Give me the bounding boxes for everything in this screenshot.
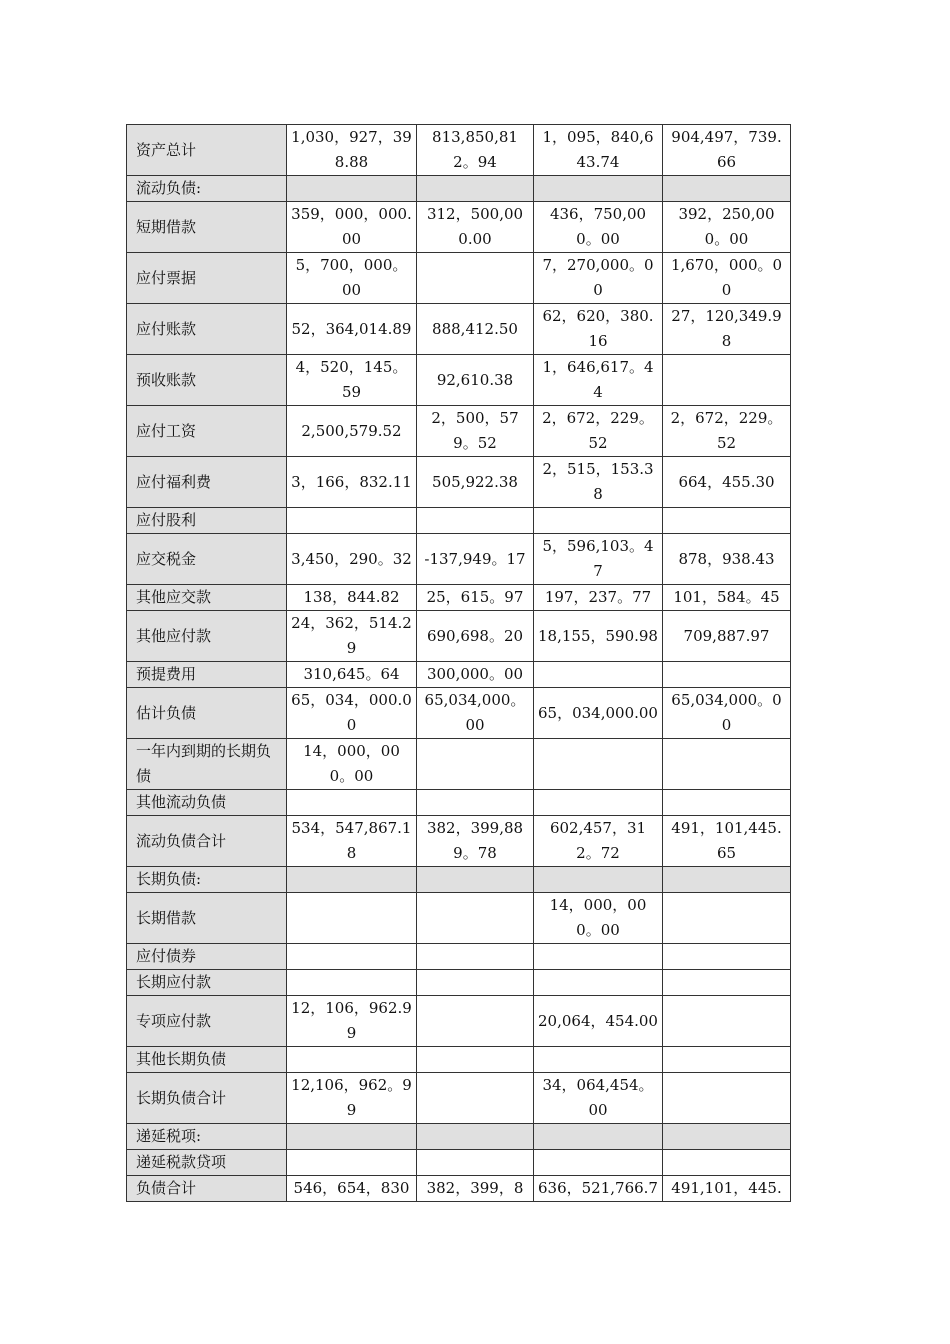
table-cell: 12，106，962.99: [287, 996, 417, 1047]
row-label: 应付股利: [127, 508, 287, 534]
row-label: 估计负债: [127, 688, 287, 739]
table-cell: 392，250,000。00: [663, 202, 791, 253]
row-label: 应付票据: [127, 253, 287, 304]
table-row: [127, 1150, 791, 1176]
table-cell: 52，364,014.89: [287, 304, 417, 355]
table-cell: [287, 176, 417, 202]
table-row: [127, 944, 791, 970]
table-cell: 92,610.38: [417, 355, 534, 406]
table-row: [127, 125, 791, 176]
row-label: 一年内到期的长期负债: [127, 739, 287, 790]
row-label: 其他长期负债: [127, 1047, 287, 1073]
table-cell: 138，844.82: [287, 585, 417, 611]
table-cell: 2，500，579。52: [417, 406, 534, 457]
table-cell: [534, 1124, 663, 1150]
table-cell: 1,670，000。00: [663, 253, 791, 304]
table-cell: 310,645。64: [287, 662, 417, 688]
table-cell: 888,412.50: [417, 304, 534, 355]
table-cell: [663, 1047, 791, 1073]
table-row: [127, 534, 791, 585]
table-cell: 197，237。77: [534, 585, 663, 611]
table-row: [127, 893, 791, 944]
table-cell: 7，270,000。00: [534, 253, 663, 304]
row-label: 应付账款: [127, 304, 287, 355]
table-cell: 34，064,454。00: [534, 1073, 663, 1124]
table-cell: [417, 1124, 534, 1150]
table-cell: [534, 508, 663, 534]
row-label: 长期应付款: [127, 970, 287, 996]
balance-sheet-body: [127, 125, 791, 1202]
table-cell: 636，521,766.7: [534, 1176, 663, 1202]
table-row: [127, 1176, 791, 1202]
table-cell: [663, 508, 791, 534]
table-cell: [417, 996, 534, 1047]
row-label: 应付债券: [127, 944, 287, 970]
table-cell: 65，034，000.00: [287, 688, 417, 739]
table-row: [127, 202, 791, 253]
table-cell: 2，515，153.38: [534, 457, 663, 508]
table-cell: [663, 867, 791, 893]
table-row: [127, 1047, 791, 1073]
table-cell: 3，166，832.11: [287, 457, 417, 508]
table-cell: [417, 1047, 534, 1073]
row-label: 流动负债:: [127, 176, 287, 202]
table-cell: [534, 790, 663, 816]
row-label: 递延税项:: [127, 1124, 287, 1150]
table-cell: [417, 508, 534, 534]
table-row: [127, 406, 791, 457]
table-cell: 546，654，830: [287, 1176, 417, 1202]
table-cell: [663, 739, 791, 790]
table-cell: 5，700，000。00: [287, 253, 417, 304]
table-row: [127, 867, 791, 893]
table-row: [127, 970, 791, 996]
table-cell: [663, 1150, 791, 1176]
table-cell: [287, 790, 417, 816]
table-cell: [663, 944, 791, 970]
table-cell: 1,030，927，398.88: [287, 125, 417, 176]
row-label: 预提费用: [127, 662, 287, 688]
table-cell: 65,034,000。00: [417, 688, 534, 739]
table-cell: [534, 176, 663, 202]
table-cell: 1，095，840,643.74: [534, 125, 663, 176]
table-cell: 904,497，739.66: [663, 125, 791, 176]
row-label: 资产总计: [127, 125, 287, 176]
table-cell: 312，500,000.00: [417, 202, 534, 253]
table-cell: 878，938.43: [663, 534, 791, 585]
table-cell: 14，000，000。00: [287, 739, 417, 790]
table-row: [127, 585, 791, 611]
table-cell: 602,457，312。72: [534, 816, 663, 867]
table-cell: 382，399,889。78: [417, 816, 534, 867]
table-cell: 813,850,812。94: [417, 125, 534, 176]
balance-sheet-table: [126, 124, 791, 1202]
row-label: 应交税金: [127, 534, 287, 585]
table-row: [127, 1124, 791, 1150]
table-cell: 65，034,000.00: [534, 688, 663, 739]
table-row: [127, 253, 791, 304]
table-cell: [287, 970, 417, 996]
table-cell: [534, 970, 663, 996]
row-label: 应付福利费: [127, 457, 287, 508]
table-row: [127, 688, 791, 739]
table-row: [127, 996, 791, 1047]
table-cell: 300,000。00: [417, 662, 534, 688]
row-label: 预收账款: [127, 355, 287, 406]
table-cell: 709,887.97: [663, 611, 791, 662]
row-label: 递延税款贷项: [127, 1150, 287, 1176]
table-cell: 690,698。20: [417, 611, 534, 662]
table-cell: [287, 1150, 417, 1176]
table-row: [127, 790, 791, 816]
table-cell: [287, 1124, 417, 1150]
table-cell: 359，000，000.00: [287, 202, 417, 253]
table-cell: [287, 893, 417, 944]
table-row: [127, 611, 791, 662]
table-cell: [287, 867, 417, 893]
table-cell: 65,034,000。00: [663, 688, 791, 739]
table-cell: 14，000，000。00: [534, 893, 663, 944]
table-cell: 2，672，229。52: [663, 406, 791, 457]
table-cell: [417, 739, 534, 790]
table-cell: 12,106，962。99: [287, 1073, 417, 1124]
row-label: 长期借款: [127, 893, 287, 944]
table-row: [127, 662, 791, 688]
table-cell: 2,500,579.52: [287, 406, 417, 457]
table-cell: 664，455.30: [663, 457, 791, 508]
table-cell: [417, 176, 534, 202]
row-label: 其他应付款: [127, 611, 287, 662]
table-cell: 491,101，445.: [663, 1176, 791, 1202]
row-label: 短期借款: [127, 202, 287, 253]
table-cell: [663, 176, 791, 202]
row-label: 流动负债合计: [127, 816, 287, 867]
table-cell: 4，520，145。59: [287, 355, 417, 406]
row-label: 专项应付款: [127, 996, 287, 1047]
table-cell: 505,922.38: [417, 457, 534, 508]
table-cell: [417, 1150, 534, 1176]
table-cell: [287, 1047, 417, 1073]
row-label: 负债合计: [127, 1176, 287, 1202]
table-cell: [417, 970, 534, 996]
row-label: 长期负债:: [127, 867, 287, 893]
row-label: 其他应交款: [127, 585, 287, 611]
table-cell: [287, 508, 417, 534]
table-cell: 2，672，229。52: [534, 406, 663, 457]
table-cell: [663, 1073, 791, 1124]
table-row: [127, 1073, 791, 1124]
table-cell: [534, 944, 663, 970]
table-cell: 491，101,445.65: [663, 816, 791, 867]
row-label: 应付工资: [127, 406, 287, 457]
table-row: [127, 304, 791, 355]
table-cell: 3,450，290。32: [287, 534, 417, 585]
table-cell: [417, 253, 534, 304]
table-cell: [417, 1073, 534, 1124]
table-cell: -137,949。17: [417, 534, 534, 585]
table-row: [127, 176, 791, 202]
row-label: 长期负债合计: [127, 1073, 287, 1124]
table-cell: [663, 893, 791, 944]
table-cell: [534, 1047, 663, 1073]
table-cell: 27，120,349.98: [663, 304, 791, 355]
row-label: 其他流动负债: [127, 790, 287, 816]
table-cell: 1，646,617。44: [534, 355, 663, 406]
table-row: [127, 508, 791, 534]
table-cell: [534, 662, 663, 688]
table-cell: [663, 355, 791, 406]
table-cell: [534, 1150, 663, 1176]
table-cell: [663, 1124, 791, 1150]
table-cell: [663, 996, 791, 1047]
table-cell: [534, 867, 663, 893]
table-cell: [417, 893, 534, 944]
table-cell: 5，596,103。47: [534, 534, 663, 585]
table-cell: [417, 867, 534, 893]
table-cell: 101，584。45: [663, 585, 791, 611]
table-cell: 436，750,000。00: [534, 202, 663, 253]
table-cell: [663, 970, 791, 996]
table-cell: [287, 944, 417, 970]
table-cell: 382，399，8: [417, 1176, 534, 1202]
table-row: [127, 739, 791, 790]
table-cell: 534，547,867.18: [287, 816, 417, 867]
table-cell: [663, 662, 791, 688]
table-row: [127, 816, 791, 867]
table-cell: 18,155，590.98: [534, 611, 663, 662]
table-row: [127, 355, 791, 406]
table-cell: 20,064，454.00: [534, 996, 663, 1047]
table-cell: 24，362，514.29: [287, 611, 417, 662]
table-row: [127, 457, 791, 508]
table-cell: 62，620，380.16: [534, 304, 663, 355]
table-cell: [417, 790, 534, 816]
table-cell: [534, 739, 663, 790]
table-cell: 25，615。97: [417, 585, 534, 611]
table-cell: [663, 790, 791, 816]
table-cell: [417, 944, 534, 970]
